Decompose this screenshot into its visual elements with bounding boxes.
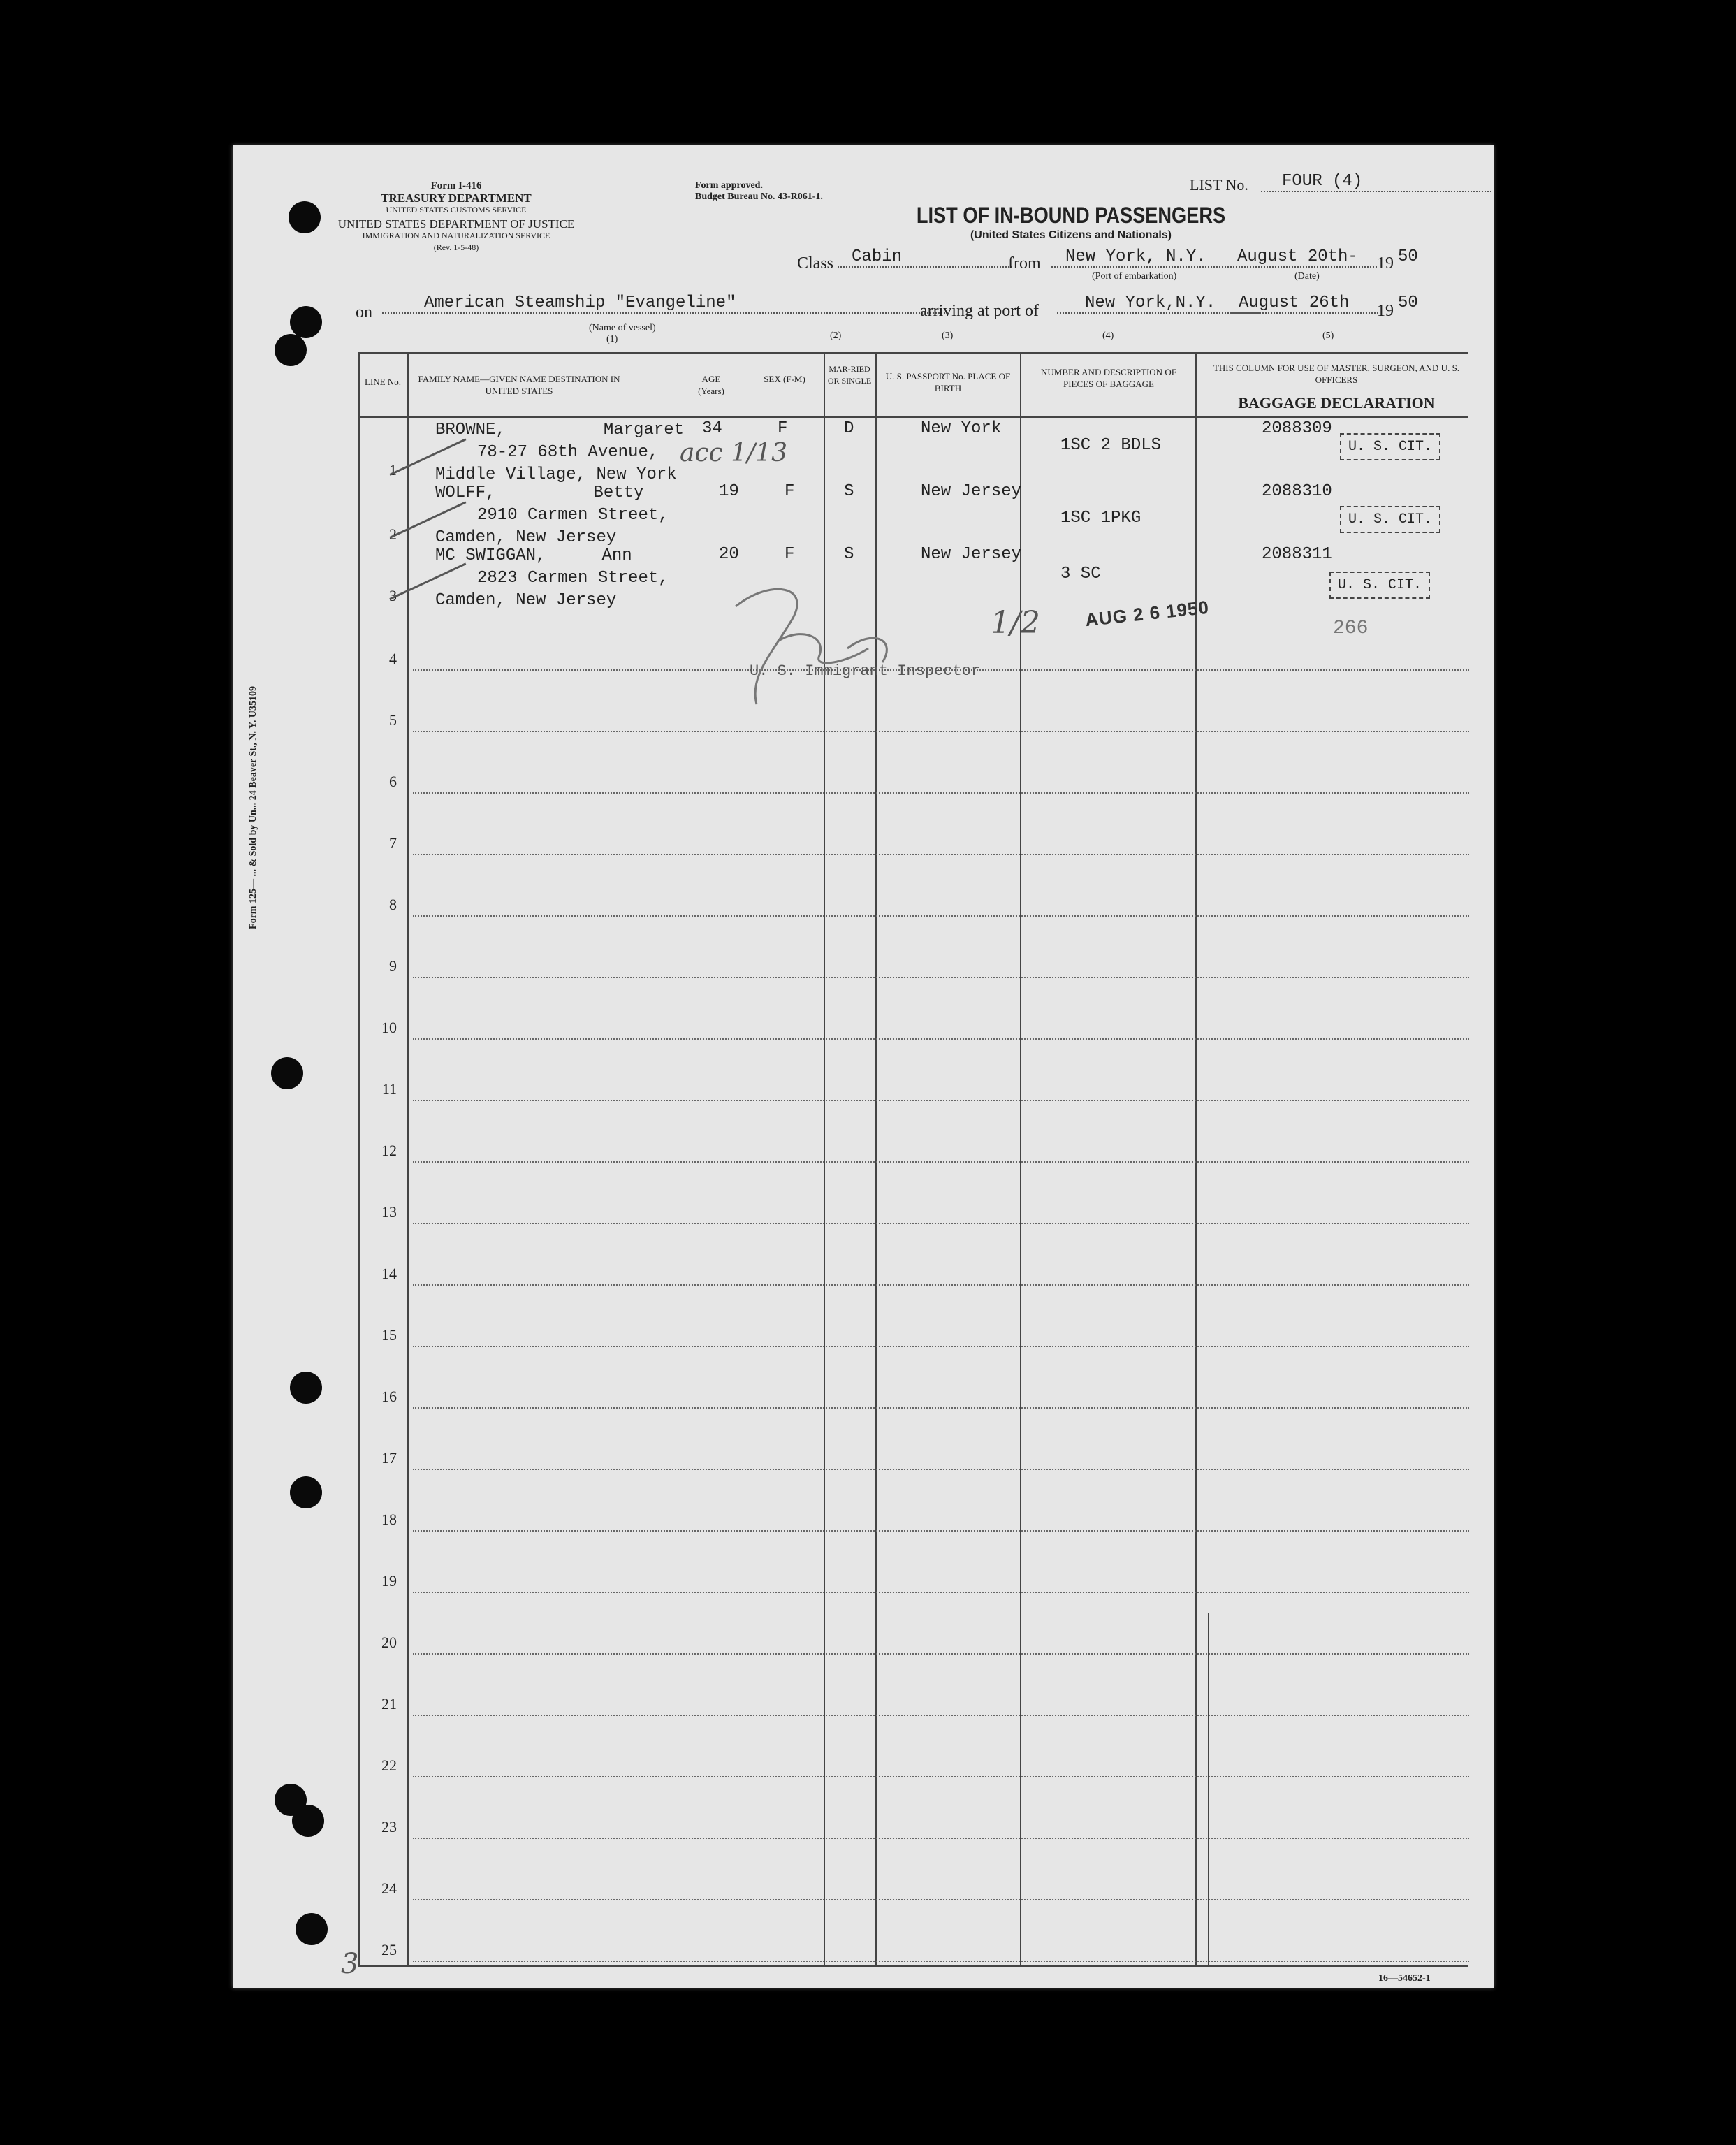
row-rule	[413, 854, 1469, 855]
row-rule	[413, 1407, 1469, 1409]
row-rule	[413, 1161, 1469, 1163]
marital-status: S	[844, 545, 854, 564]
customs-service: UNITED STATES CUSTOMS SERVICE	[386, 205, 527, 214]
baggage: 3 SC	[1060, 565, 1101, 583]
number-stamp: 266	[1333, 618, 1369, 639]
row-rule	[413, 1038, 1469, 1040]
given-name: Betty	[593, 483, 644, 502]
year-prefix: 19	[1377, 254, 1394, 272]
row-rule	[413, 977, 1469, 978]
page-subtitle: (United States Citizens and Nationals)	[970, 229, 1172, 241]
sex: F	[778, 419, 788, 438]
row-number: 25	[381, 1941, 397, 1958]
col-num-2: (2)	[830, 330, 842, 341]
col-header-line: LINE No.	[365, 377, 401, 387]
margin-note: 3	[341, 1948, 359, 1980]
baggage: 1SC 1PKG	[1060, 509, 1141, 528]
header-bottom-border	[358, 416, 1468, 418]
row-number: 19	[381, 1572, 397, 1590]
col-header-declaration: BAGGAGE DECLARATION	[1238, 394, 1435, 412]
row-number: 23	[381, 1818, 397, 1835]
side-print-text: Form 125— ... & Sold by Un... 24 Beaver St., N. Y. U35109	[248, 686, 258, 929]
date-caption: (Date)	[1294, 271, 1320, 282]
row-rule	[413, 1961, 1469, 1962]
declaration-number: 2088309	[1262, 419, 1332, 438]
row-number: 11	[381, 1080, 397, 1098]
row-rule	[413, 1838, 1469, 1839]
address-line: 78-27 68th Avenue,	[477, 443, 659, 462]
row-number: 16	[381, 1388, 397, 1405]
row-number: 3	[389, 587, 397, 604]
treasury-dept: TREASURY DEPARTMENT	[381, 191, 532, 205]
col-num-4: (4)	[1102, 330, 1114, 341]
address-line: 2910 Carmen Street,	[477, 506, 669, 525]
row-number: 20	[381, 1634, 397, 1651]
arrival-date: August 26th	[1232, 293, 1378, 314]
address-line: 2823 Carmen Street,	[477, 569, 669, 588]
row-rule	[413, 1715, 1469, 1716]
sex: F	[785, 545, 795, 564]
given-name: Margaret	[603, 421, 685, 439]
footer-code: 16—54652-1	[1378, 1973, 1431, 1984]
arrival-year-prefix: 19	[1377, 302, 1394, 320]
handwritten-initial: 1/2	[991, 605, 1040, 641]
passenger-row	[435, 545, 669, 612]
passenger-row	[435, 419, 684, 486]
list-no-value: FOUR (4)	[1261, 172, 1491, 192]
table-top-border	[358, 352, 1468, 354]
col-num-5: (5)	[1322, 330, 1334, 341]
declaration-number: 2088311	[1262, 545, 1332, 564]
row-number: 17	[381, 1449, 397, 1467]
citizen-stamp: U. S. CIT.	[1340, 433, 1440, 460]
class-value: Cabin	[838, 247, 1012, 268]
from-date: August 20th-	[1230, 247, 1377, 268]
row-number: 2	[389, 525, 397, 543]
port-embark-caption: (Port of embarkation)	[1092, 271, 1177, 282]
arriving-label: arriving at port of	[920, 302, 1039, 320]
punch-hole	[292, 1805, 324, 1837]
row-number: 7	[389, 834, 397, 852]
handwritten-annotation: acc 1/13	[680, 439, 788, 467]
family-name: WOLFF,	[435, 483, 496, 502]
birth-place: New York	[921, 419, 1002, 438]
row-number: 9	[389, 957, 397, 975]
page-title: LIST OF IN-BOUND PASSENGERS	[916, 203, 1226, 228]
address-line: Middle Village, New York	[435, 465, 677, 484]
row-number: 24	[381, 1879, 397, 1897]
from-year: 50	[1398, 247, 1418, 266]
punch-hole	[290, 1372, 322, 1404]
justice-dept: UNITED STATES DEPARTMENT OF JUSTICE	[337, 217, 575, 231]
col-divider	[407, 352, 409, 1965]
declaration-number: 2088310	[1262, 482, 1332, 501]
form-number: Form I-416	[430, 180, 482, 191]
row-number: 5	[389, 711, 397, 729]
col-header-age: AGE (Years)	[698, 374, 724, 396]
vessel-name: American Steamship "Evangeline"	[382, 293, 948, 314]
form-approved: Form approved.	[695, 180, 763, 191]
address-line: Camden, New Jersey	[435, 528, 617, 547]
list-no-label: LIST No.	[1190, 176, 1248, 194]
family-name: BROWNE,	[435, 421, 506, 439]
ins-service: IMMIGRATION AND NATURALIZATION SERVICE	[362, 231, 550, 240]
col-header-married: MAR-RIED OR SINGLE	[827, 364, 872, 386]
citizen-stamp: U. S. CIT.	[1340, 506, 1440, 533]
col-divider	[1195, 352, 1197, 1965]
from-port: New York, N.Y.	[1051, 247, 1240, 268]
birth-place: New Jersey	[921, 482, 1022, 501]
marital-status: S	[844, 482, 854, 501]
on-label: on	[356, 303, 372, 321]
age: 20	[719, 545, 739, 564]
col-divider	[1208, 1613, 1209, 1965]
budget-bureau: Budget Bureau No. 43-R061-1.	[695, 191, 823, 202]
from-label: from	[1008, 254, 1041, 272]
row-number: 1	[389, 461, 397, 479]
vessel-caption: (Name of vessel)	[589, 323, 656, 333]
arrival-port: New York,N.Y.	[1057, 293, 1260, 314]
inspector-signature	[708, 565, 917, 725]
row-rule	[413, 731, 1469, 732]
row-number: 12	[381, 1142, 397, 1159]
col-header-baggage: NUMBER AND DESCRIPTION OF PIECES OF BAGGAGE	[1041, 367, 1176, 389]
punch-hole	[296, 1913, 328, 1945]
row-rule	[413, 1100, 1469, 1101]
row-number: 22	[381, 1757, 397, 1774]
sex: F	[785, 482, 795, 501]
row-number: 6	[389, 773, 397, 790]
col-header-name: FAMILY NAME—GIVEN NAME DESTINATION IN UNITED STATES	[418, 374, 620, 396]
col-num-1: (1)	[606, 334, 618, 344]
inspector-caption: U. S. Immigrant Inspector	[750, 662, 981, 680]
col-header-sex: SEX (F-M)	[764, 374, 805, 384]
form-page	[233, 145, 1494, 1988]
arrival-year: 50	[1398, 293, 1418, 312]
row-rule	[413, 1592, 1469, 1593]
punch-hole	[290, 1476, 322, 1508]
given-name: Ann	[601, 546, 632, 565]
date-stamp: AUG 2 6 1950	[1084, 596, 1211, 631]
family-name: MC SWIGGAN,	[435, 546, 546, 565]
row-number: 10	[381, 1019, 397, 1036]
baggage: 1SC 2 BDLS	[1060, 436, 1162, 455]
passenger-row	[435, 482, 669, 549]
row-rule	[413, 1653, 1469, 1655]
age: 34	[702, 419, 722, 438]
row-rule	[413, 1284, 1469, 1286]
age: 19	[719, 482, 739, 501]
row-rule	[413, 1346, 1469, 1347]
col-divider	[1020, 352, 1021, 1965]
birth-place: New Jersey	[921, 545, 1022, 564]
row-number: 13	[381, 1203, 397, 1221]
row-rule	[413, 1469, 1469, 1470]
row-number: 15	[381, 1326, 397, 1344]
punch-hole	[290, 306, 322, 338]
row-number: 4	[389, 650, 397, 667]
punch-hole	[275, 334, 307, 366]
table-bottom-border	[358, 1965, 1468, 1967]
punch-hole	[271, 1057, 303, 1089]
address-line: Camden, New Jersey	[435, 591, 617, 610]
col-header-officers: THIS COLUMN FOR USE OF MASTER, SURGEON, AND U. S. OFFICERS	[1213, 363, 1460, 385]
revision: (Rev. 1-5-48)	[433, 242, 479, 252]
col-header-passport: U. S. PASSPORT No. PLACE OF BIRTH	[885, 371, 1011, 393]
row-rule	[413, 1530, 1469, 1532]
row-rule	[413, 1223, 1469, 1224]
row-number: 8	[389, 896, 397, 913]
marital-status: D	[844, 419, 854, 438]
row-rule	[413, 915, 1469, 917]
row-number: 14	[381, 1265, 397, 1282]
citizen-stamp: U. S. CIT.	[1329, 572, 1430, 599]
punch-hole	[289, 201, 321, 233]
row-number: 21	[381, 1695, 397, 1713]
row-number: 18	[381, 1511, 397, 1528]
row-rule	[413, 1776, 1469, 1777]
class-label: Class	[797, 254, 834, 272]
row-rule	[413, 1899, 1469, 1900]
col-num-3: (3)	[942, 330, 954, 341]
row-rule	[413, 792, 1469, 794]
